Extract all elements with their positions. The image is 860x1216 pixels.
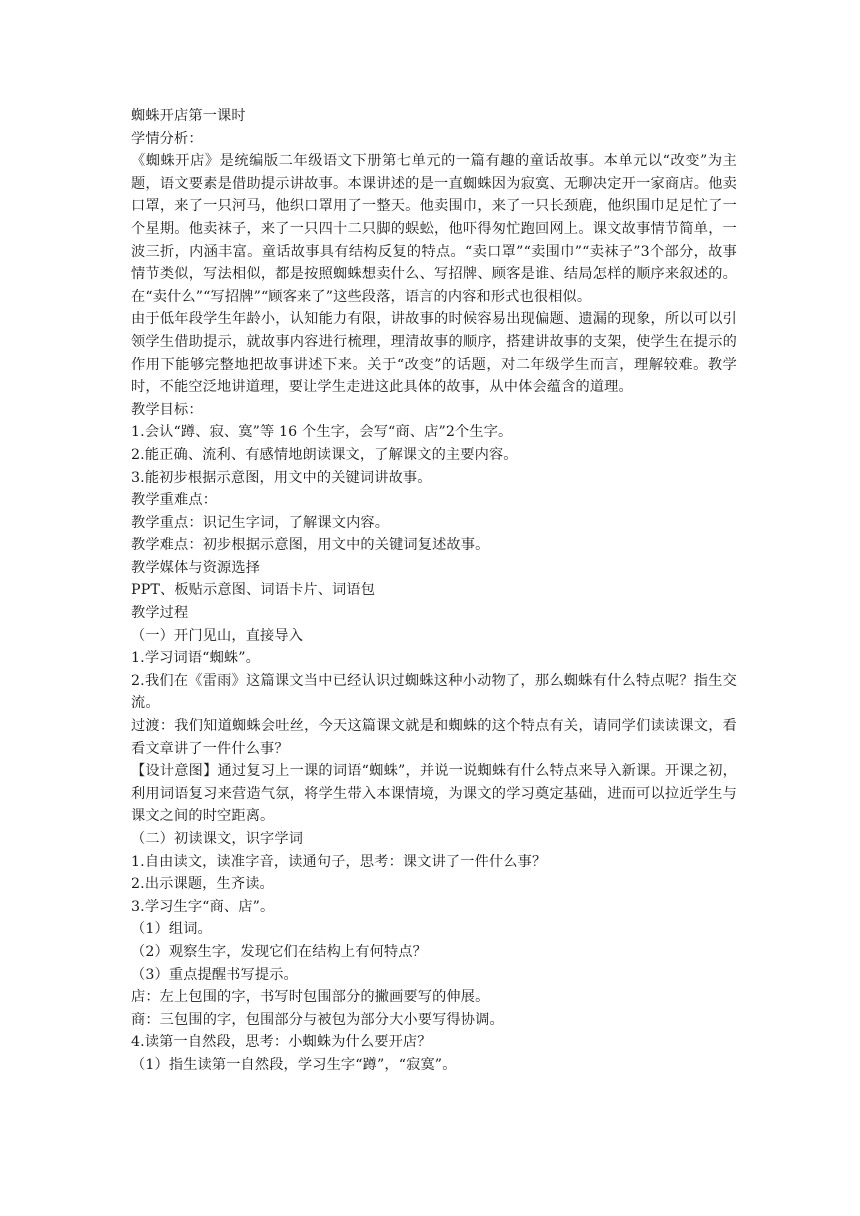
- paragraph: 店：左上包围的字，书写时包围部分的撇画要写的伸展。: [131, 989, 490, 1006]
- list-item: （1）指生读第一自然段，学习生字“蹲”，“寂寞”。: [131, 1056, 457, 1073]
- paragraph: PPT、板贴示意图、词语卡片、词语包: [131, 582, 376, 599]
- list-item: 4.读第一自然段，思考：小蜘蛛为什么要开店？: [131, 1034, 432, 1051]
- list-item: 1.会认“蹲、寂、寞”等 16 个生字，会写“商、店”2个生字。: [131, 424, 513, 441]
- paragraph: 《蜘蛛开店》是统编版二年级语文下册第七单元的一篇有趣的童话故事。本单元以“改变”为主题，语文要素是借助提示讲故事。本课讲述的是一直蜘蛛因为寂寞、无聊决定开一家商店。他卖口罩，来了一只河马，他织口罩用了一整天。他卖围巾，来了一只长颈鹿，他织围巾足足忙了一个星期。他卖袜子，来了一只四十二只脚的蜈蚣，他吓得匆忙跑回网上。课文故事情节简单，一波三折，内涵丰富。童话故事具有结构反复的特点。“卖口罩”“卖围巾”“卖袜子”3个部分，故事情节类似，写法相似，都是按照蜘蛛想卖什么、写招牌、顾客是谁、结局怎样的顺序来叙述的。在“卖什么”“写招牌”“顾客来了”这些段落，语言的内容和形式也很相似。: [131, 153, 737, 305]
- paragraph: 由于低年段学生年龄小，认知能力有限，讲故事的时候容易出现偏题、遗漏的现象，所以可以引领学生借助提示，就故事内容进行梳理，理清故事的顺序，搭建讲故事的支架，使学生在提示的作用下能够完整地把故事讲述下来。关于“改变”的话题，对二年级学生而言，理解较难。教学时，不能空泛地讲道理，要让学生走进这此具体的故事，从中体会蕴含的道理。: [131, 311, 737, 396]
- paragraph: 教学重点：识记生字词，了解课文内容。: [131, 514, 390, 531]
- list-item: 2.能正确、流利、有感情地朗读课文，了解课文的主要内容。: [131, 446, 518, 463]
- list-item: 1.学习词语“蜘蛛”。: [131, 650, 261, 667]
- design-intent-paragraph: 【设计意图】通过复习上一课的词语“蜘蛛”，并说一说蜘蛛有什么特点来导入新课。开课之初，利用词语复习来营造气氛，将学生带入本课情境，为课文的学习奠定基础，进而可以拉近学生与课文之间的时空距离。: [131, 763, 737, 825]
- subsection-heading: （一）开门见山，直接导入: [131, 627, 304, 644]
- document-title: 蜘蛛开店第一课时: [131, 108, 246, 124]
- section-heading-process: 教学过程: [131, 605, 189, 622]
- section-heading-analysis: 学情分析：: [131, 130, 203, 147]
- list-item: 2.我们在《雷雨》这篇课文当中已经认识过蜘蛛这种小动物了，那么蜘蛛有什么特点呢？指生交流。: [131, 672, 737, 712]
- section-heading-objectives: 教学目标：: [131, 401, 203, 418]
- list-item: 1.自由读文，读准字音，读通句子，思考：课文讲了一件什么事？: [131, 853, 547, 870]
- list-item: （3）重点提醒书写提示。: [131, 966, 298, 983]
- subsection-heading: （二）初读课文，识字学词: [131, 831, 304, 847]
- list-item: （1）组词。: [131, 921, 212, 938]
- list-item: 3.学习生字“商、店”。: [131, 898, 275, 915]
- list-item: 2.出示课题，生齐读。: [131, 876, 274, 893]
- paragraph: 商：三包围的字，包围部分与被包为部分大小要写得协调。: [131, 1011, 504, 1028]
- section-heading-media: 教学媒体与资源选择: [131, 559, 261, 576]
- section-heading-key-points: 教学重难点：: [131, 492, 218, 509]
- list-item: （2）观察生字，发现它们在结构上有何特点？: [131, 943, 427, 960]
- list-item: 3.能初步根据示意图，用文中的关键词讲故事。: [131, 469, 432, 486]
- paragraph: 教学难点：初步根据示意图，用文中的关键词复述故事。: [131, 537, 490, 554]
- paragraph: 过渡：我们知道蜘蛛会吐丝，今天这篇课文就是和蜘蛛的这个特点有关，请同学们读读课文，看看文章讲了一件什么事？: [131, 718, 737, 757]
- document-page: [131, 105, 737, 1077]
